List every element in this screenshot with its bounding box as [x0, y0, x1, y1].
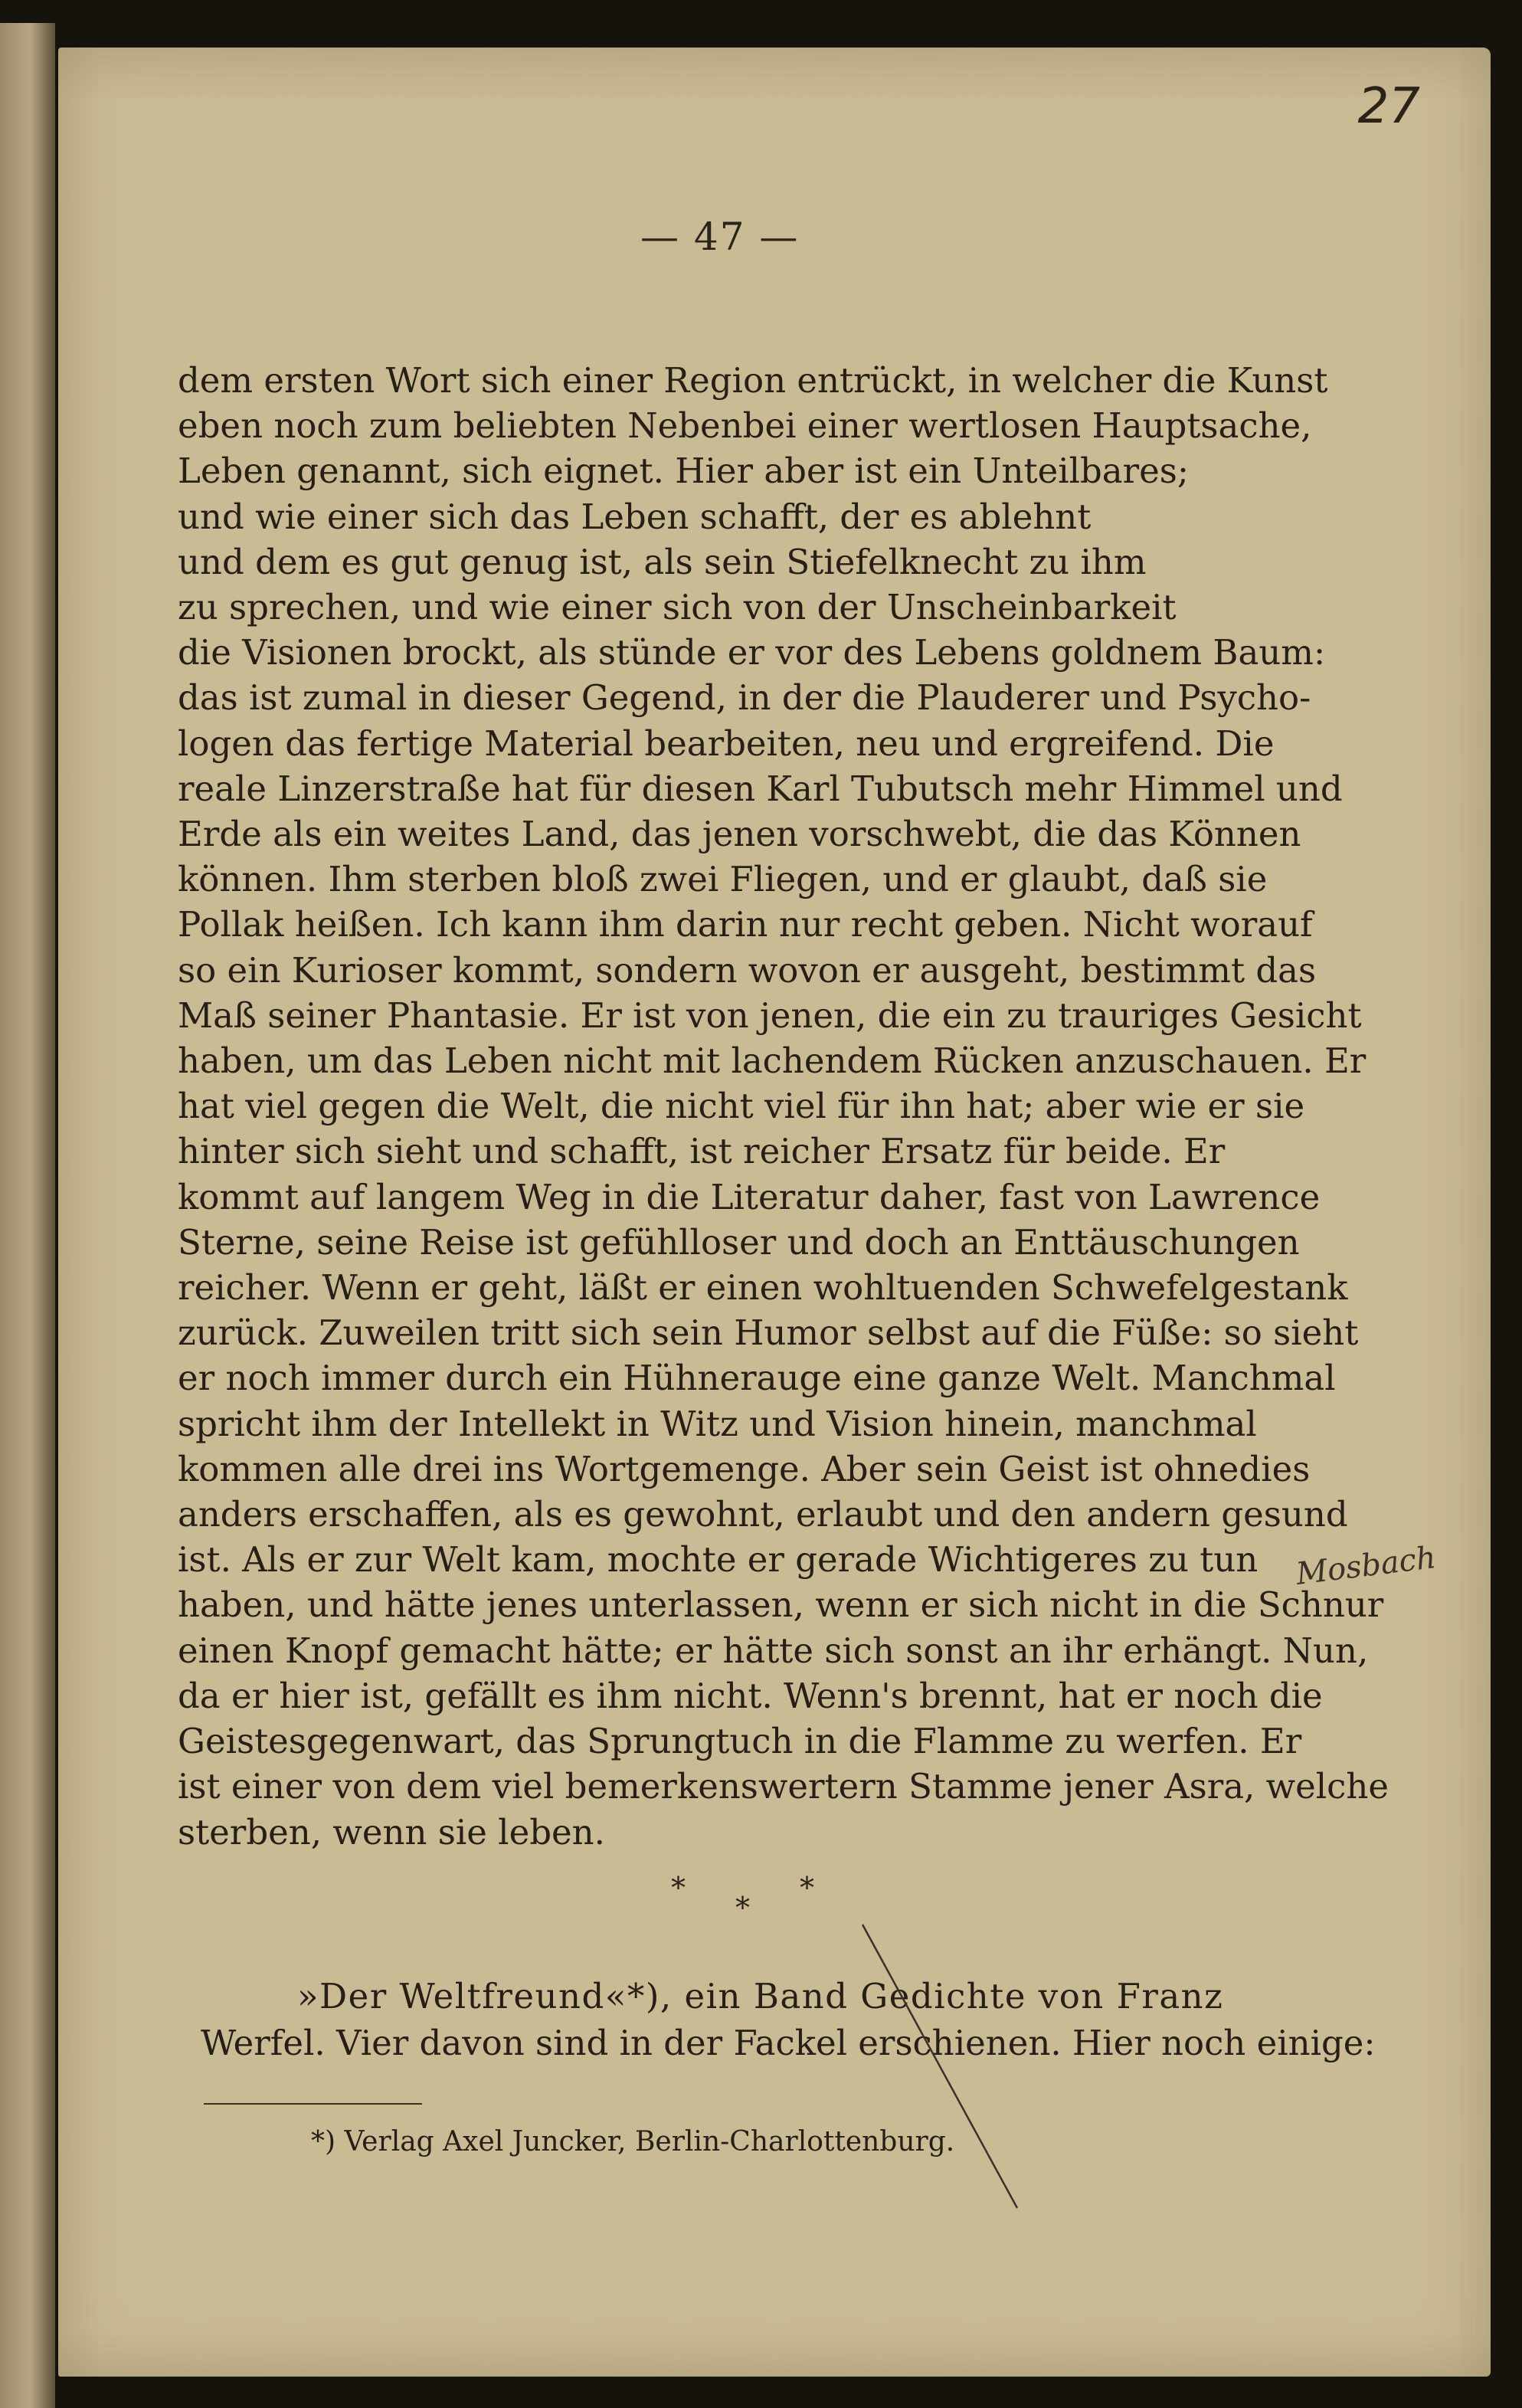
- text-line: spricht ihm der Intellekt in Witz und Vision hinein, manchmal: [178, 1403, 1257, 1444]
- text-line: logen das fertige Material bearbeiten, neu und ergreifend. Die: [178, 722, 1275, 764]
- handwritten-folio-number: 27: [1357, 78, 1420, 135]
- footnote: *) Verlag Axel Juncker, Berlin-Charlottenburg.: [311, 2126, 955, 2157]
- text-line: so ein Kurioser kommt, sondern wovon er ausgeht, bestimmt das: [178, 949, 1317, 991]
- text-line: anders erschaffen, als es gewohnt, erlaubt und den andern gesund: [178, 1494, 1348, 1535]
- text-line: dem ersten Wort sich einer Region entrückt, in welcher die Kunst: [178, 360, 1328, 401]
- text-line: Maß seiner Phantasie. Er ist von jenen, die ein zu trauriges Gesicht: [178, 994, 1362, 1036]
- separator-star: *: [735, 1891, 750, 1925]
- separator-star: *: [800, 1871, 814, 1905]
- text-line: das ist zumal in dieser Gegend, in der die Plauderer und Psycho-: [178, 677, 1311, 719]
- text-line: sterben, wenn sie leben.: [178, 1811, 605, 1853]
- text-line: da er hier ist, gefällt es ihm nicht. Wenn's brennt, hat er noch die: [178, 1675, 1323, 1716]
- text-line: und dem es gut genug ist, als sein Stiefelknecht zu ihm: [178, 541, 1147, 582]
- text-line: Sterne, seine Reise ist gefühlloser und doch an Enttäuschungen: [178, 1221, 1300, 1263]
- pencil-stroke: [862, 1925, 1017, 2208]
- text-line: ist. Als er zur Welt kam, mochte er gerade Wichtigeres zu tun: [178, 1539, 1259, 1581]
- text-line: haben, und hätte jenes unterlassen, wenn er sich nicht in die Schnur: [178, 1584, 1384, 1626]
- text-line: Pollak heißen. Ich kann ihm darin nur recht geben. Nicht worauf: [178, 904, 1313, 945]
- text-line: haben, um das Leben nicht mit lachendem Rücken anzuschauen. Er: [178, 1040, 1367, 1082]
- text-line: Leben genannt, sich eignet. Hier aber ist ein Unteilbares;: [178, 450, 1190, 492]
- text-line: ist einer von dem viel bemerkenswertern Stamme jener Asra, welche: [178, 1766, 1389, 1807]
- text-line: und wie einer sich das Leben schafft, der es ablehnt: [178, 496, 1092, 537]
- text-line: kommen alle drei ins Wortgemenge. Aber sein Geist ist ohnedies: [178, 1448, 1311, 1489]
- text-line: reale Linzerstraße hat für diesen Karl Tubutsch mehr Himmel und: [178, 768, 1343, 809]
- page-number: — 47 —: [640, 215, 800, 259]
- text-line: Geistesgegenwart, das Sprungtuch in die Flamme zu werfen. Er: [178, 1721, 1302, 1762]
- text-line: er noch immer durch ein Hühnerauge eine ganze Welt. Manchmal: [178, 1358, 1336, 1399]
- pencil-annotations: [58, 48, 1491, 2377]
- text-line: hinter sich sieht und schafft, ist reicher Ersatz für beide. Er: [178, 1131, 1226, 1172]
- text-line: hat viel gegen die Welt, die nicht viel für ihn hat; aber wie er sie: [178, 1086, 1305, 1127]
- separator-star: *: [671, 1871, 686, 1905]
- text-line: zurück. Zuweilen tritt sich sein Humor selbst auf die Füße: so sieht: [178, 1312, 1359, 1354]
- text-line: die Visionen brockt, als stünde er vor des Lebens goldnem Baum:: [178, 632, 1326, 673]
- handwritten-margin-note: Mosbach: [1294, 1539, 1439, 1592]
- text-line: zu sprechen, und wie einer sich von der Unscheinbarkeit: [178, 587, 1177, 628]
- facing-page-edge: [0, 23, 55, 2408]
- text-line: reicher. Wenn er geht, läßt er einen wohltuenden Schwefelgestank: [178, 1267, 1348, 1309]
- text-line: Erde als ein weites Land, das jenen vorschwebt, die das Können: [178, 814, 1301, 855]
- text-line: können. Ihm sterben bloß zwei Fliegen, und er glaubt, daß sie: [178, 859, 1268, 900]
- book-page: [58, 48, 1491, 2377]
- text-line: kommt auf langem Weg in die Literatur daher, fast von Lawrence: [178, 1176, 1321, 1217]
- text-line: einen Knopf gemacht hätte; er hätte sich sonst an ihr erhängt. Nun,: [178, 1630, 1369, 1671]
- text-line: »Der Weltfreund«*), ein Band Gedichte von Franz: [297, 1976, 1224, 2016]
- text-line: Werfel. Vier davon sind in der Fackel erschienen. Hier noch einige:: [201, 2023, 1376, 2063]
- text-line: eben noch zum beliebten Nebenbei einer wertlosen Hauptsache,: [178, 405, 1312, 447]
